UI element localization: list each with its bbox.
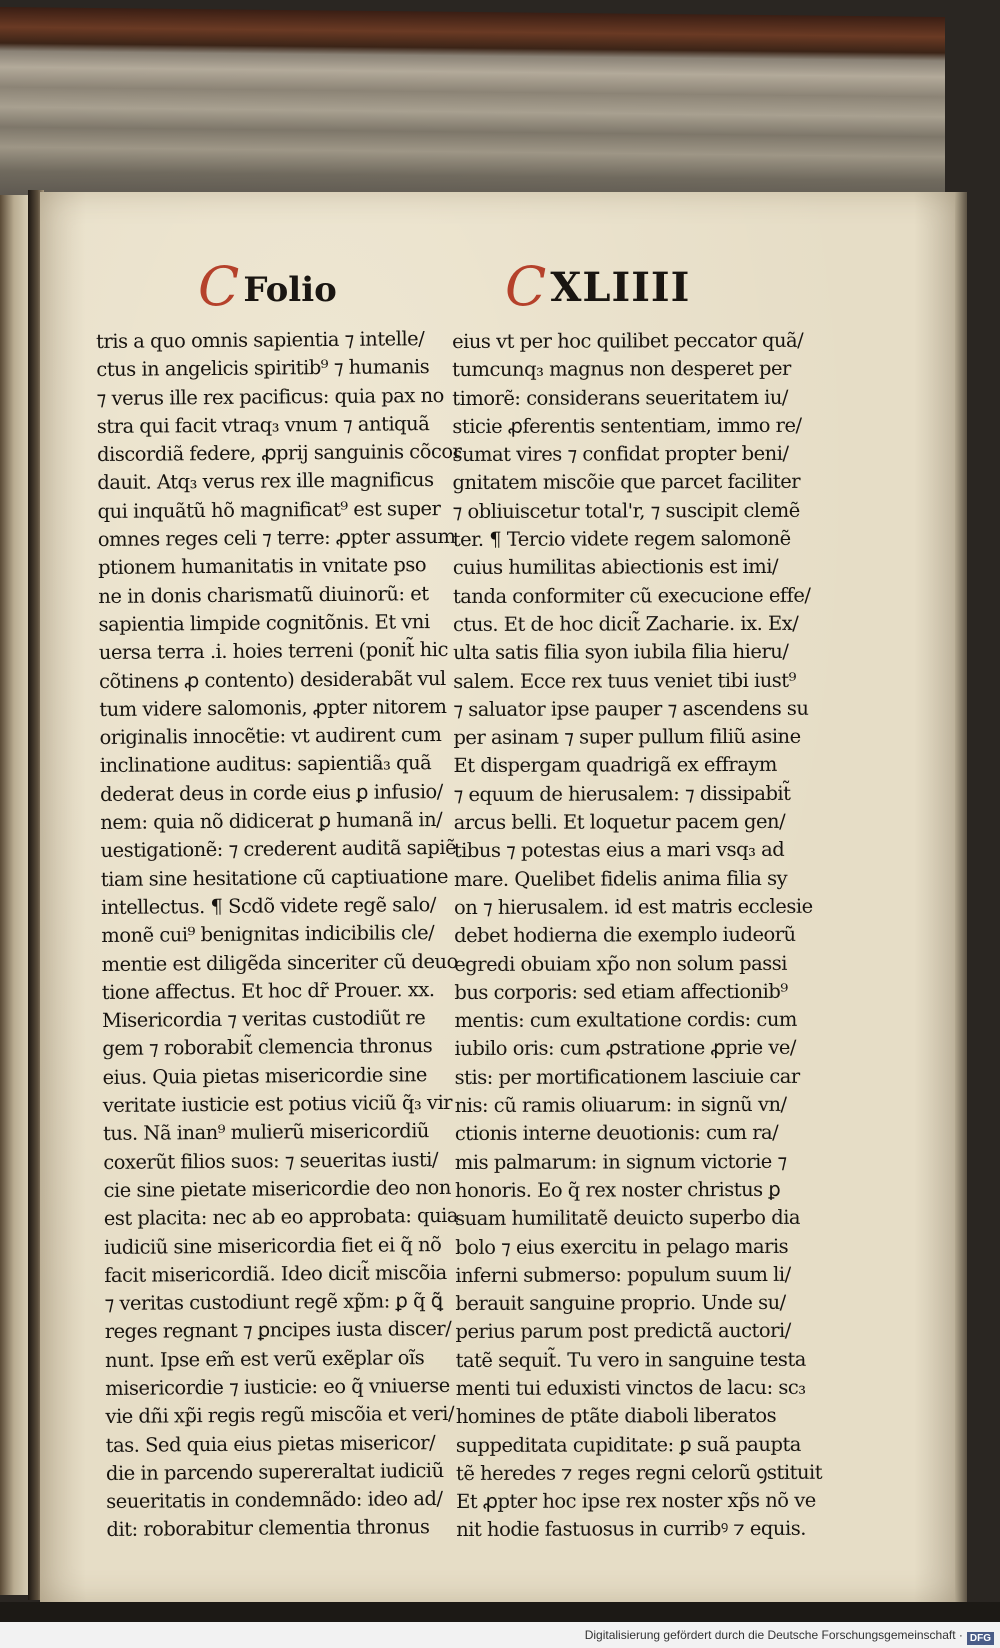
text-line: ⁊ obliuiscetur total'r, ⁊ suscipit clemẽ <box>452 498 800 523</box>
text-line: veritate iusticie est potius viciũ q̃₃ vir <box>102 1090 453 1117</box>
text-line: cuius humilitas abiectionis est imi/ <box>452 555 779 580</box>
text-line: perius parum post predictã auctori/ <box>455 1319 791 1344</box>
dfg-logo: DFG <box>967 1632 994 1645</box>
text-line: gnitatem miscõie que parcet faciliter <box>452 470 801 495</box>
text-line: iudiciũ sine misericordia fiet ei q̃ nõ <box>103 1232 442 1259</box>
text-line: dederat deus in corde eius ꝑ infusio/ <box>99 779 443 806</box>
text-line: salem. Ecce rex tuus veniet tibi iust⁹ <box>453 668 796 693</box>
text-line: gem ⁊ roborabit̃ clemencia thronus <box>102 1034 433 1061</box>
text-line: tus. Nã inan⁹ mulierũ misericordiũ <box>102 1119 430 1146</box>
text-line: ulta satis filia syon iubila filia hieru/ <box>453 640 789 665</box>
text-line: sumat vires ⁊ confidat propter beni/ <box>452 442 789 467</box>
text-line: bolo ⁊ eius exercitu in pelago maris <box>455 1234 789 1259</box>
text-line: qui inquãtũ hõ magnificat⁹ est super <box>97 496 441 523</box>
text-line: intellectus. ¶ Scdõ videte regẽ salo/ <box>100 892 436 919</box>
text-line: facit misericordiã. Ideo dicit̃ miscõia <box>104 1260 447 1287</box>
text-line: coxerũt filios suos: ⁊ seueritas iusti/ <box>103 1147 439 1174</box>
text-line: on ⁊ hierusalem. id est matris ecclesie <box>453 894 813 919</box>
text-line: inferni submerso: populum suum li/ <box>455 1262 791 1287</box>
text-line: est placita: nec ab eo approbata: quia <box>103 1204 459 1231</box>
folio-number-header <box>505 255 690 318</box>
text-line: inclinatione auditus: sapientiã₃ quã <box>99 751 432 778</box>
text-line: iubilo oris: cum ꝓstratione ꝓprie ve/ <box>454 1036 797 1061</box>
text-line: tum videre salomonis, ꝓpter nitorem <box>99 694 447 721</box>
text-line: timorẽ: considerans seueritatem iu/ <box>452 385 789 410</box>
text-line: tanda conformiter cũ execucione effe/ <box>452 583 811 608</box>
text-line: ctionis interne deuotionis: cum ra/ <box>454 1121 779 1146</box>
text-line: bus corporis: sed etiam affectionib⁹ <box>454 979 788 1004</box>
text-line: ne in donis charismatũ diuinorũ: et <box>98 581 429 608</box>
text-line: dauit. Atq₃ verus rex ille magnificus <box>97 468 434 495</box>
text-line: tas. Sed quia eius pietas misericor/ <box>105 1430 436 1457</box>
text-line: per asinam ⁊ super pullum filiũ asine <box>453 724 801 750</box>
text-line: sticie ꝓferentis sententiam, immo re/ <box>452 413 802 438</box>
text-line: ⁊ verus ille rex pacificus: quia pax no <box>96 383 444 410</box>
text-line: tatẽ sequit̃. Tu vero in sanguine testa <box>455 1347 806 1372</box>
text-line: mis palmarum: in signum victorie ⁊ <box>454 1149 787 1174</box>
text-line: Et ꝓpter hoc ipse rex noster xp̃s nõ ve <box>456 1488 816 1514</box>
text-line: mare. Quelibet fidelis anima filia sy <box>453 866 788 891</box>
text-line: reges regnant ⁊ ꝑncipes iusta discer/ <box>104 1317 452 1344</box>
folio-header <box>198 255 337 318</box>
text-line: suam humilitatẽ deuicto superbo dia <box>455 1205 801 1231</box>
text-line: ctus in angelicis spiritib⁹ ⁊ humanis <box>96 355 430 382</box>
text-line: monẽ cui⁹ benignitas indicibilis cle/ <box>101 921 435 948</box>
text-line: originalis innocẽtie: vt audirent cum <box>99 723 442 750</box>
text-line: ptionem humanitatis in vnitate pso <box>97 553 427 580</box>
folio-number-initial: C <box>505 255 547 318</box>
text-line: uersa terra .i. hoies terreni (ponit̃ hic <box>98 638 449 665</box>
text-line: uestigationẽ: ⁊ crederent auditã sapiẽ <box>100 836 457 863</box>
text-line: seueritatis in condemnãdo: ideo ad/ <box>106 1487 443 1514</box>
text-line: suppeditata cupiditate: ꝑ suã paupta <box>455 1432 801 1457</box>
folio-initial: C <box>198 255 240 318</box>
text-line: ⁊ veritas custodiunt regẽ xp̃m: ꝑ q̃ ꝗ̃ <box>104 1289 443 1316</box>
bottom-shadow <box>0 1602 1000 1622</box>
text-line: tiam sine hesitatione cũ captiuatione <box>100 864 449 891</box>
folio-label: Folio <box>243 270 337 310</box>
text-line: discordiã federe, ꝓprij sanguinis cõcor <box>97 440 462 467</box>
text-line: ter. ¶ Tercio videte regem salomonẽ <box>452 526 791 552</box>
text-line: stis: per mortificationem lasciuie car <box>454 1064 800 1089</box>
text-line: mentie est diligẽda sinceriter cũ deuo <box>101 949 458 976</box>
text-line: nit hodie fastuosus in curribꝰ ⁊ equis. <box>456 1517 806 1542</box>
text-line: menti tui eduxisti vinctos de lacu: sc₃ <box>455 1375 806 1400</box>
text-line: sapientia limpide cognitõnis. Et vni <box>98 610 430 636</box>
text-line: stra qui facit vtraq₃ vnum ⁊ antiquã <box>96 411 430 438</box>
text-line: misericordie ⁊ iusticie: eo q̃ vniuerse <box>105 1373 450 1400</box>
text-line: tione affectus. Et hoc dr̃ Prouer. xx. <box>101 977 435 1004</box>
text-line: eius vt per hoc quilibet peccator quã/ <box>452 328 804 353</box>
book-top-edge <box>0 7 945 217</box>
text-line: cõtinens ꝓ contento) desiderabãt vul <box>98 666 446 693</box>
right-text-column <box>452 327 823 1545</box>
text-line: debet hodierna die exemplo iudeorũ <box>454 923 796 948</box>
footer-credit: Digitalisierung gefördert durch die Deutsche Forschungsgemeinschaft · <box>584 1628 963 1642</box>
text-line: nis: cũ ramis oliuarum: in signũ vn/ <box>454 1092 787 1118</box>
text-line: tibus ⁊ potestas eius a mari vsq₃ ad <box>453 838 785 863</box>
text-line: eius. Quia pietas misericordie sine <box>102 1062 428 1089</box>
left-text-column <box>96 325 462 1545</box>
text-line: honoris. Eo q̃ rex noster christus ꝑ <box>454 1177 781 1202</box>
text-line: Misericordia ⁊ veritas custodiũt re <box>101 1006 426 1033</box>
text-line: nunt. Ipse em̃ est verũ exẽplar oĩs <box>104 1345 425 1372</box>
text-line: nem: quia nõ didicerat ꝑ humanã in/ <box>100 808 443 835</box>
footer-credit-bar <box>0 1622 1000 1648</box>
text-line: ctus. Et de hoc dicit̃ Zacharie. ix. Ex/ <box>452 611 799 636</box>
text-line: ⁊ saluator ipse pauper ⁊ ascendens su <box>453 696 809 721</box>
text-line: Et dispergam quadrigã ex effraym <box>453 753 777 778</box>
text-line: arcus belli. Et loquetur pacem gen/ <box>453 809 786 835</box>
text-line: dit: roborabitur clementia thronus <box>106 1515 430 1542</box>
text-line: tris a quo omnis sapientia ⁊ intelle/ <box>96 327 425 353</box>
text-line: ⁊ equum de hierusalem: ⁊ dissipabit̃ <box>453 781 791 806</box>
page-right-edge <box>955 192 967 1602</box>
text-line: tẽ heredes ⁊ reges regni celorũ ꝯstituit <box>455 1460 823 1485</box>
text-line: mentis: cum exultatione cordis: cum <box>454 1007 797 1033</box>
text-line: tumcunq₃ magnus non desperet per <box>452 357 791 382</box>
text-line: omnes reges celi ⁊ terre: ꝓpter assum <box>97 524 456 552</box>
text-line: egredi obuiam xp̃o non solum passi <box>454 951 787 976</box>
text-line: die in parcendo supereraltat iudiciũ <box>105 1458 444 1485</box>
text-line: vie dñi xp̃i regis regũ miscõia et veri/ <box>105 1402 455 1429</box>
folio-number: XLIIII <box>550 264 691 311</box>
text-line: cie sine pietate misericordie deo non <box>103 1175 451 1202</box>
text-line: homines de ptãte diaboli liberatos <box>455 1404 777 1429</box>
text-line: berauit sanguine proprio. Unde su/ <box>455 1290 786 1316</box>
